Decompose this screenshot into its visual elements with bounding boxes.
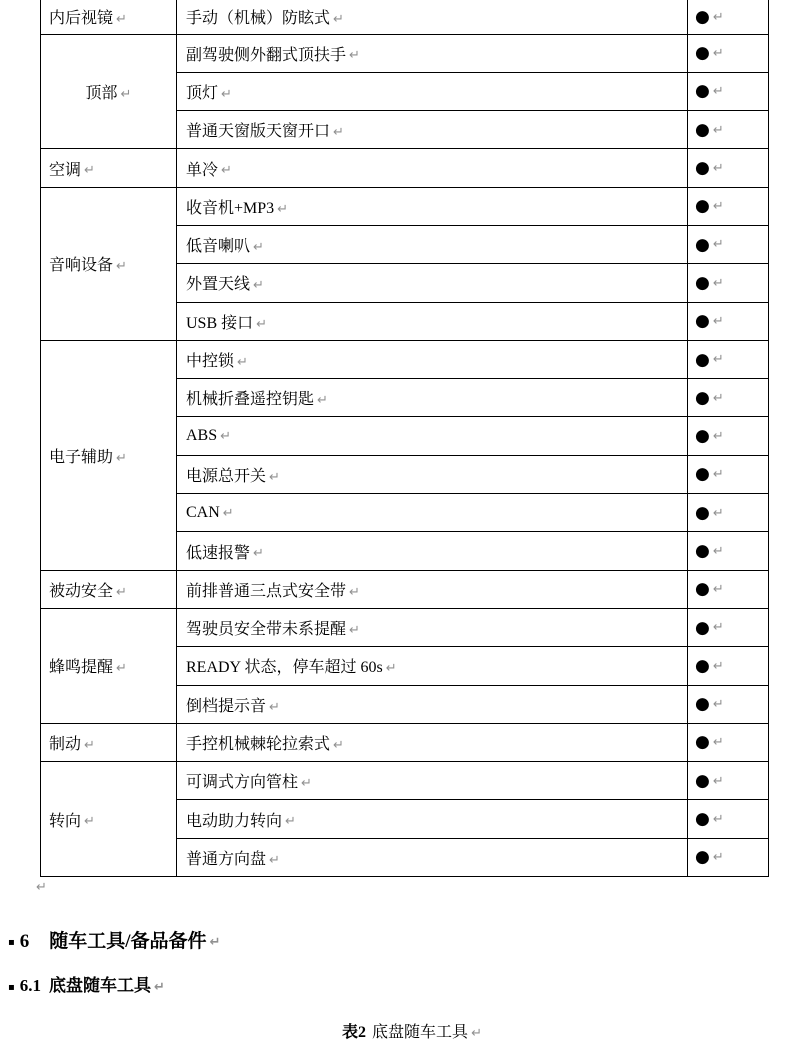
category-label: 电子辅助 — [49, 448, 114, 466]
value-cell — [688, 0, 769, 34]
filled-circle-icon: ● — [695, 502, 710, 523]
paragraph-mark-icon: ↵ — [712, 582, 724, 598]
feature-label: USB 接口 — [186, 314, 254, 332]
paragraph-mark-icon: ↵ — [253, 278, 264, 294]
table-row — [41, 149, 769, 187]
value-cell — [688, 723, 769, 761]
paragraph-mark-icon: ↵ — [712, 505, 724, 521]
feature-cell — [177, 302, 688, 340]
paragraph-mark-icon: ↵ — [253, 239, 264, 255]
feature-cell — [177, 494, 688, 532]
paragraph-mark-icon: ↵ — [222, 505, 234, 521]
feature-cell — [177, 225, 688, 263]
paragraph-mark-icon: ↵ — [333, 12, 344, 28]
table-row — [41, 340, 769, 378]
filled-circle-icon: ● — [695, 42, 710, 63]
paragraph-mark-icon: ↵ — [712, 620, 724, 636]
paragraph-mark-icon: ↵ — [333, 737, 344, 753]
paragraph-mark-icon: ↵ — [712, 390, 724, 406]
feature-label: 驾驶员安全带未系提醒 — [186, 621, 347, 639]
filled-circle-icon: ● — [695, 770, 710, 791]
outline-bullet-icon: ▪ — [8, 937, 15, 949]
value-cell — [688, 608, 769, 646]
category-cell — [41, 723, 177, 761]
section-title: 随车工具/备品备件 — [49, 931, 207, 952]
feature-cell — [177, 723, 688, 761]
category-label: 顶部 — [85, 84, 118, 102]
paragraph-mark-icon: ↵ — [154, 979, 165, 995]
feature-cell — [177, 800, 688, 838]
paragraph-mark-icon: ↵ — [220, 428, 232, 444]
feature-cell — [177, 570, 688, 608]
paragraph-mark-icon: ↵ — [269, 469, 280, 485]
feature-label: 倒档提示音 — [186, 697, 267, 715]
feature-label: 单冷 — [186, 161, 219, 179]
feature-label: 手动（机械）防眩式 — [186, 10, 331, 28]
feature-cell — [177, 838, 688, 876]
paragraph-mark-icon: ↵ — [712, 658, 724, 674]
filled-circle-icon: ● — [695, 732, 710, 753]
paragraph-mark-icon: ↵ — [712, 773, 724, 789]
feature-cell — [177, 379, 688, 417]
feature-label: 副驾驶侧外翻式顶扶手 — [186, 46, 347, 64]
paragraph-mark-icon: ↵ — [712, 811, 724, 827]
feature-cell — [177, 532, 688, 570]
filled-circle-icon: ● — [695, 808, 710, 829]
caption-title: 底盘随车工具 — [372, 1024, 469, 1041]
category-cell — [41, 34, 177, 149]
paragraph-mark-icon: ↵ — [253, 546, 264, 562]
value-cell — [688, 111, 769, 149]
paragraph-mark-icon: ↵ — [120, 86, 132, 102]
table-row — [41, 0, 769, 34]
paragraph-mark-icon: ↵ — [712, 697, 724, 713]
paragraph-mark-icon: ↵ — [84, 814, 95, 830]
feature-cell — [177, 111, 688, 149]
filled-circle-icon: ● — [695, 847, 710, 868]
paragraph-mark-icon: ↵ — [349, 48, 360, 64]
spec-table — [40, 0, 769, 877]
feature-label: 前排普通三点式安全带 — [186, 582, 347, 600]
feature-cell — [177, 149, 688, 187]
paragraph-mark-icon: ↵ — [36, 880, 47, 895]
feature-cell — [177, 187, 688, 225]
paragraph-mark-icon: ↵ — [256, 316, 268, 332]
filled-circle-icon: ● — [695, 349, 710, 370]
outline-bullet-icon: ▪ — [8, 981, 15, 993]
section-number: 6 — [19, 931, 30, 952]
value-cell — [688, 72, 769, 110]
category-cell — [41, 187, 177, 340]
paragraph-mark-icon: ↵ — [712, 9, 724, 25]
value-cell — [688, 647, 769, 685]
filled-circle-icon: ● — [695, 196, 710, 217]
table-row — [41, 187, 769, 225]
feature-cell — [177, 264, 688, 302]
paragraph-mark-icon: ↵ — [269, 699, 280, 715]
table-row — [41, 34, 769, 72]
value-cell — [688, 685, 769, 723]
feature-label: 可调式方向管柱 — [186, 774, 299, 792]
feature-label: ABS — [186, 427, 218, 445]
feature-cell — [177, 647, 688, 685]
value-cell — [688, 340, 769, 378]
filled-circle-icon: ● — [695, 272, 710, 293]
feature-cell — [177, 0, 688, 34]
paragraph-mark-icon: ↵ — [349, 584, 360, 600]
category-cell — [41, 149, 177, 187]
filled-circle-icon: ● — [695, 540, 710, 561]
feature-cell — [177, 455, 688, 493]
paragraph-mark-icon: ↵ — [712, 160, 724, 176]
feature-label: 顶灯 — [186, 84, 219, 102]
subsection-heading-6-1 — [8, 971, 165, 996]
filled-circle-icon: ● — [695, 6, 710, 27]
value-cell — [688, 455, 769, 493]
paragraph-mark-icon: ↵ — [712, 122, 724, 138]
filled-circle-icon: ● — [695, 311, 710, 332]
value-cell — [688, 379, 769, 417]
feature-cell — [177, 685, 688, 723]
paragraph-mark-icon: ↵ — [471, 1025, 482, 1041]
table-row — [41, 570, 769, 608]
paragraph-mark-icon: ↵ — [116, 259, 127, 275]
value-cell — [688, 302, 769, 340]
filled-circle-icon: ● — [695, 234, 710, 255]
feature-label: 低速报警 — [186, 544, 251, 562]
table-row — [41, 608, 769, 646]
paragraph-mark-icon: ↵ — [712, 850, 724, 866]
paragraph-mark-icon: ↵ — [84, 163, 95, 179]
category-cell — [41, 762, 177, 877]
category-label: 制动 — [49, 735, 82, 753]
category-cell — [41, 0, 177, 34]
paragraph-mark-icon: ↵ — [712, 428, 724, 444]
value-cell — [688, 762, 769, 800]
value-cell — [688, 417, 769, 455]
category-label: 蜂鸣提醒 — [49, 659, 114, 677]
feature-cell — [177, 417, 688, 455]
paragraph-mark-icon: ↵ — [116, 12, 127, 28]
value-cell — [688, 570, 769, 608]
paragraph-mark-icon: ↵ — [285, 814, 296, 830]
category-label: 转向 — [49, 812, 82, 830]
table-row — [41, 723, 769, 761]
filled-circle-icon: ● — [695, 157, 710, 178]
feature-cell — [177, 72, 688, 110]
paragraph-mark-icon: ↵ — [712, 735, 724, 751]
subsection-number: 6.1 — [19, 976, 42, 995]
filled-circle-icon: ● — [695, 81, 710, 102]
feature-label: 电动助力转向 — [186, 812, 283, 830]
category-cell — [41, 570, 177, 608]
value-cell — [688, 264, 769, 302]
value-cell — [688, 532, 769, 570]
paragraph-mark-icon: ↵ — [116, 661, 127, 677]
category-label: 空调 — [49, 161, 82, 179]
feature-label: 手控机械棘轮拉索式 — [186, 735, 331, 753]
filled-circle-icon: ● — [695, 464, 710, 485]
feature-cell — [177, 762, 688, 800]
paragraph-mark-icon: ↵ — [349, 622, 360, 638]
category-label: 音响设备 — [49, 257, 114, 275]
filled-circle-icon: ● — [695, 425, 710, 446]
paragraph-mark-icon: ↵ — [712, 84, 724, 100]
filled-circle-icon: ● — [695, 579, 710, 600]
paragraph-mark-icon: ↵ — [317, 393, 328, 409]
feature-cell — [177, 34, 688, 72]
paragraph-mark-icon: ↵ — [712, 199, 724, 215]
paragraph-mark-icon: ↵ — [237, 354, 248, 370]
value-cell — [688, 34, 769, 72]
category-label: 内后视镜 — [49, 10, 114, 28]
subsection-title: 底盘随车工具 — [49, 976, 152, 995]
category-cell — [41, 608, 177, 723]
feature-label: CAN — [186, 503, 220, 521]
paragraph-mark-icon: ↵ — [712, 275, 724, 291]
paragraph-mark-icon: ↵ — [116, 450, 127, 466]
table-row — [41, 762, 769, 800]
paragraph-mark-icon: ↵ — [333, 125, 344, 141]
value-cell — [688, 149, 769, 187]
caption-label: 表2 — [342, 1024, 367, 1041]
paragraph-mark-icon: ↵ — [712, 352, 724, 368]
feature-label: 外置天线 — [186, 276, 251, 294]
paragraph-mark-icon: ↵ — [209, 935, 221, 951]
paragraph-mark-icon: ↵ — [84, 737, 95, 753]
paragraph-mark-icon: ↵ — [712, 543, 724, 559]
paragraph-mark-icon: ↵ — [116, 584, 127, 600]
value-cell — [688, 225, 769, 263]
filled-circle-icon: ● — [695, 119, 710, 140]
feature-label: 收音机+MP3 — [186, 199, 275, 217]
value-cell — [688, 187, 769, 225]
paragraph-mark-icon: ↵ — [301, 776, 312, 792]
feature-label: 普通天窗版天窗开口 — [186, 123, 331, 141]
value-cell — [688, 800, 769, 838]
value-cell — [688, 494, 769, 532]
category-label: 被动安全 — [49, 582, 114, 600]
paragraph-mark-icon: ↵ — [221, 86, 232, 102]
feature-label: 中控锁 — [186, 353, 235, 371]
paragraph-mark-icon: ↵ — [385, 661, 397, 677]
section-heading-6 — [8, 926, 220, 953]
value-cell — [688, 838, 769, 876]
paragraph-mark-icon: ↵ — [221, 163, 232, 179]
paragraph-mark-icon: ↵ — [277, 201, 289, 217]
feature-label: 机械折叠遥控钥匙 — [186, 391, 315, 409]
table-caption — [16, 1019, 792, 1042]
feature-cell — [177, 340, 688, 378]
feature-label: 普通方向盘 — [186, 850, 267, 868]
feature-label: 低音喇叭 — [186, 238, 251, 256]
feature-cell — [177, 608, 688, 646]
paragraph-mark-icon: ↵ — [712, 237, 724, 253]
filled-circle-icon: ● — [695, 655, 710, 676]
paragraph-mark-icon: ↵ — [269, 852, 280, 868]
feature-label: READY 状态，停车超过 60s — [186, 659, 383, 677]
paragraph-mark-icon: ↵ — [712, 467, 724, 483]
filled-circle-icon: ● — [695, 617, 710, 638]
paragraph-mark-icon: ↵ — [712, 45, 724, 61]
feature-label: 电源总开关 — [186, 467, 267, 485]
filled-circle-icon: ● — [695, 387, 710, 408]
paragraph-mark-icon: ↵ — [712, 314, 724, 330]
filled-circle-icon: ● — [695, 694, 710, 715]
category-cell — [41, 340, 177, 570]
